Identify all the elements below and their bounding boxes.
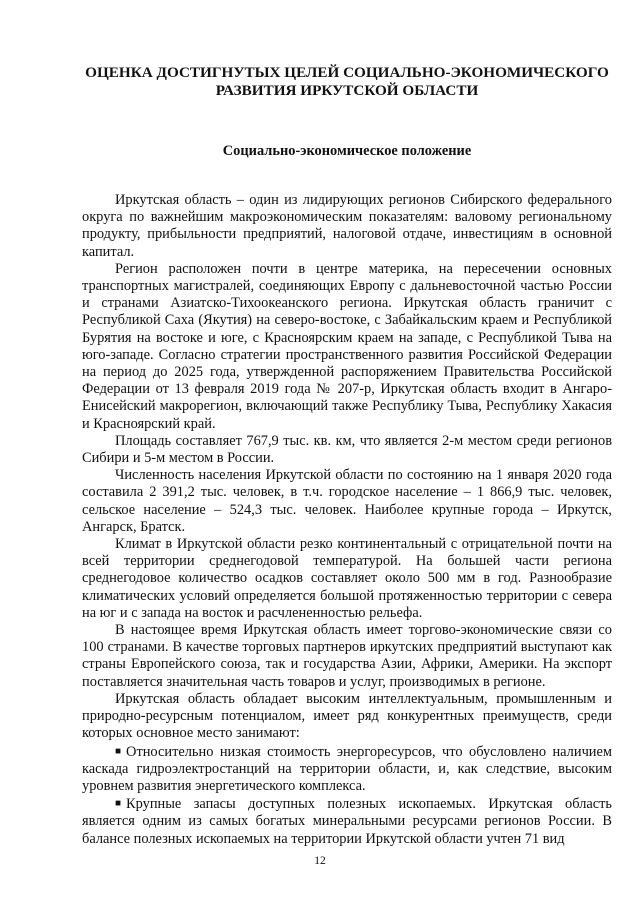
page-number: 12 [314, 855, 326, 867]
paragraph-1: Иркутская область – один из лидирующих регионов Сибирского федерального округа по важнейшим макроэкономическим показателям: валовому региональному продукту, прибыльности предприятий, налоговой отдаче, инвестициям в основной капитал. [82, 192, 612, 260]
paragraph-7: Иркутская область обладает высоким интеллектуальным, промышленным и природно-ресурсным потенциалом, имеет ряд конкурентных преимуществ, среди которых основное место занимают: [82, 690, 612, 742]
document-body [82, 64, 612, 848]
paragraph-6: В настоящее время Иркутская область имеет торгово-экономические связи со 100 странами. В качестве торговых партнеров иркутских предприятий выступают как страны Европейского союза, так и государства Азии, Африки, Америки. На экспорт поставляется значительная часть товаров и услуг, производимых в регионе. [82, 622, 612, 690]
square-bullet-icon: ■ [115, 798, 122, 810]
section-subtitle: Социально-экономическое положение [222, 143, 472, 159]
paragraph-3: Площадь составляет 767,9 тыс. кв. км, что является 2-м местом среди регионов Сибири и 5-м местом в России. [82, 432, 612, 467]
square-bullet-icon: ■ [115, 745, 122, 757]
paragraph-5: Климат в Иркутской области резко континентальный с отрицательной почти на всей территории среднегодовой температурой. На большей части региона среднегодовое количество осадков составляет около 500 мм в год. Разнообразие климатических условий определяется большой протяженностью территории с севера на юг и с запада на восток и расчлененностью рельефа. [82, 536, 612, 621]
bullet-item-1 [82, 743, 612, 796]
paragraph-2: Регион расположен почти в центре материка, на пересечении основных транспортных магистралей, соединяющих Европу с дальневосточной частью России и странами Азиатско-Тихоокеанского региона. Иркутская область граничит с Республикой Саха (Якутия) на северо-востоке, с Забайкальским краем и Республикой Бурятия на востоке и юге, с Красноярским краем на западе, с Республикой Тыва на юго-западе. Согласно стратегии пространственного развития Российской Федерации на период до 2025 года, утвержденной распоряжением Правительства Российской Федерации от 13 февраля 2019 года № 207-р, Иркутская область входит в Ангаро-Енисейский макрорегион, включающий также Республику Тыва, Республику Хакасия и Красноярский край. [82, 260, 612, 432]
bullet-item-2-text: Крупные запасы доступных полезных ископаемых. Иркутская область является одним из самых богатых минеральными ресурсами регионов России. В балансе полезных ископаемых на территории Иркутской области учтен 71 вид [82, 796, 612, 847]
bullet-item-1-text: Относительно низкая стоимость энергоресурсов, что обусловлено наличием каскада гидроэлектростанций на территории области, и, как следствие, высоким уровнем развития энергетического комплекса. [82, 743, 612, 794]
document-title: ОЦЕНКА ДОСТИГНУТЫХ ЦЕЛЕЙ СОЦИАЛЬНО-ЭКОНОМИЧЕСКОГО РАЗВИТИЯ ИРКУТСКОЙ ОБЛАСТИ [85, 64, 609, 99]
bullet-item-2 [82, 795, 612, 848]
paragraph-4: Численность населения Иркутской области по состоянию на 1 января 2020 года составила 2 391,2 тыс. человек, в т.ч. городское население – 1 866,9 тыс. человек, сельское население – 524,3 тыс. человек. Наиболее крупные города – Иркутск, Ангарск, Братск. [82, 467, 612, 535]
